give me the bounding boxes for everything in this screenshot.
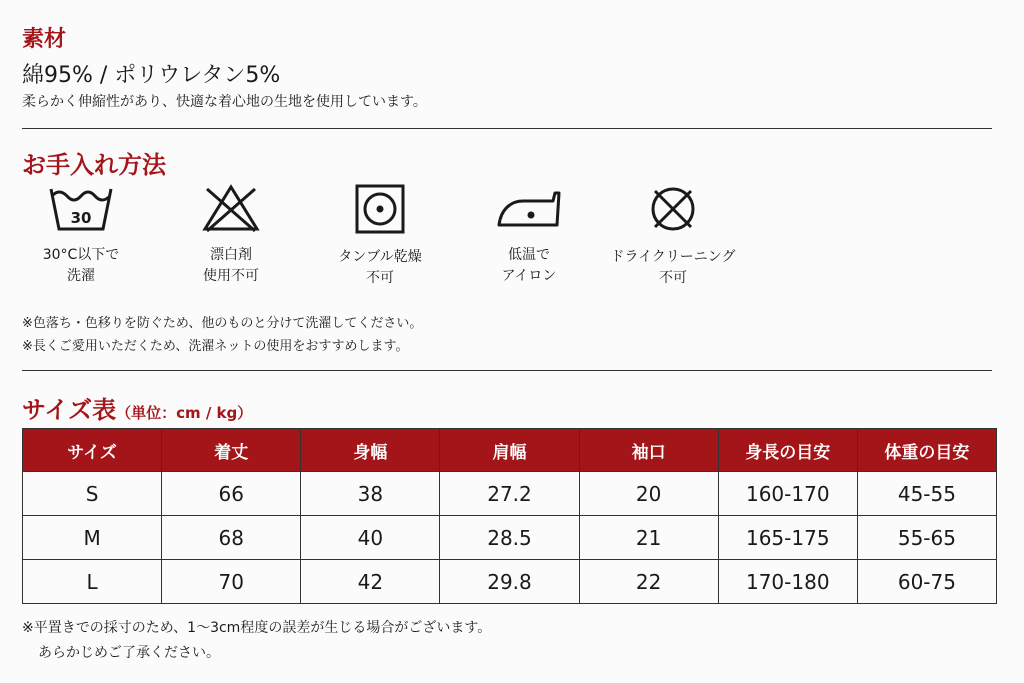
table-cell: 68: [162, 516, 301, 560]
care-label-dry: タンブル乾燥 不可: [338, 249, 422, 286]
table-cell: 40: [301, 516, 440, 560]
header-width: 身幅: [301, 429, 440, 472]
size-note-line-1: ※平置きでの採寸のため、1〜3cm程度の誤差が生じる場合がございます。: [22, 620, 492, 636]
size-table: [22, 428, 997, 604]
table-cell: S: [23, 472, 162, 516]
care-item-dryclean: [598, 183, 748, 289]
care-item-wash: [6, 183, 156, 287]
table-cell: 170-180: [718, 560, 857, 604]
table-cell: 28.5: [440, 516, 579, 560]
care-item-iron: [454, 183, 604, 287]
table-cell: 66: [162, 472, 301, 516]
no-dry-clean-icon: [647, 183, 699, 235]
header-cuff: 袖口: [579, 429, 718, 472]
wash-temp-text: 30: [70, 209, 92, 227]
size-note-line-2: あらかじめご了承ください。: [38, 645, 220, 661]
care-label-bleach: 漂白剤 使用不可: [203, 247, 259, 284]
care-note-1: ※色落ち・色移りを防ぐため、他のものと分けて洗濯してください。: [22, 316, 423, 331]
section-divider: [22, 128, 992, 129]
table-row: [23, 560, 997, 604]
header-weight-guide: 体重の目安: [857, 429, 996, 472]
table-cell: M: [23, 516, 162, 560]
table-cell: 20: [579, 472, 718, 516]
care-note-2: ※長くご愛用いただくため、洗濯ネットの使用をおすすめします。: [22, 339, 409, 354]
care-label-iron: 低温で アイロン: [501, 247, 557, 284]
care-item-bleach: [156, 183, 306, 287]
washtub-30-icon: [49, 183, 113, 233]
table-cell: 165-175: [718, 516, 857, 560]
table-cell: 160-170: [718, 472, 857, 516]
table-cell: 21: [579, 516, 718, 560]
low-iron-icon: [497, 183, 561, 233]
size-heading-title: サイズ表: [22, 396, 117, 424]
table-cell: 42: [301, 560, 440, 604]
material-heading: 素材: [22, 27, 67, 52]
care-item-dry: [305, 183, 455, 289]
size-heading: [22, 390, 252, 425]
section-divider: [22, 370, 992, 371]
table-cell: 55-65: [857, 516, 996, 560]
header-shoulder: 肩幅: [440, 429, 579, 472]
care-label-wash: 30°C以下で 洗濯: [42, 247, 120, 284]
tumble-dry-icon: [354, 183, 406, 235]
header-length: 着丈: [162, 429, 301, 472]
table-row: [23, 516, 997, 560]
material-composition: 綿95% / ポリウレタン5%: [22, 63, 281, 88]
table-row: [23, 472, 997, 516]
table-cell: 27.2: [440, 472, 579, 516]
care-label-dryclean: ドライクリーニング 不可: [610, 249, 736, 286]
size-table-header-row: [23, 429, 997, 472]
header-height-guide: 身長の目安: [718, 429, 857, 472]
table-cell: L: [23, 560, 162, 604]
care-heading: お手入れ方法: [22, 151, 166, 179]
table-cell: 29.8: [440, 560, 579, 604]
material-description: 柔らかく伸縮性があり、快適な着心地の生地を使用しています。: [22, 94, 427, 110]
header-size: サイズ: [23, 429, 162, 472]
table-cell: 70: [162, 560, 301, 604]
table-cell: 38: [301, 472, 440, 516]
table-cell: 22: [579, 560, 718, 604]
table-cell: 60-75: [857, 560, 996, 604]
size-unit: （単位：cm / kg）: [116, 404, 253, 422]
no-bleach-icon: [201, 183, 261, 233]
table-cell: 45-55: [857, 472, 996, 516]
